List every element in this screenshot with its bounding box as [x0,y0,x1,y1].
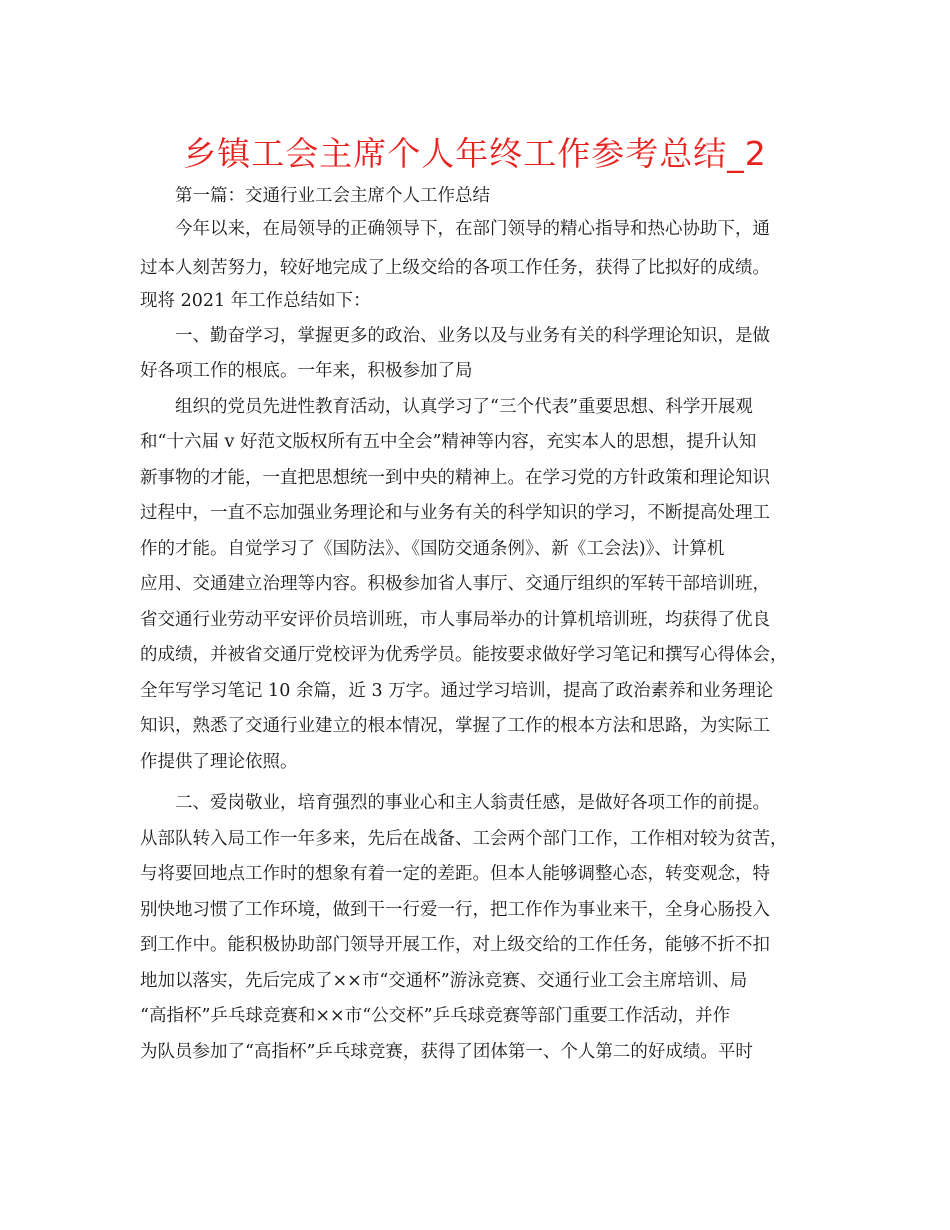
text-line: 与将要回地点工作时的想象有着一定的差距。但本人能够调整心态，转变观念，特 [140,864,770,884]
text-line: 过本人刻苦努力，较好地完成了上级交给的各项工作任务，获得了比拟好的成绩。 [140,258,770,278]
text-line: 作的才能。自觉学习了《国防法》、《国防交通条例》、新《工会法)》、计算机 [140,539,725,559]
text-line: 全年写学习笔记 10 余篇，近 3 万字。通过学习培训，提高了政治素养和业务理论 [140,681,774,701]
text-line: 今年以来，在局领导的正确领导下，在部门领导的精心指导和热心协助下，通 [175,219,770,239]
text-line: 二、爱岗敬业，培育强烈的事业心和主人翁责任感，是做好各项工作的前提。 [175,793,770,813]
text-line: 地加以落实，先后完成了××市“交通杯”游泳竞赛、交通行业工会主席培训、局 [140,971,748,991]
text-line: 第一篇：交通行业工会主席个人工作总结 [175,186,490,206]
text-line: 知识，熟悉了交通行业建立的根本情况，掌握了工作的根本方法和思路，为实际工 [140,716,770,736]
text-line: 从部队转入局工作一年多来，先后在战备、工会两个部门工作，工作相对较为贫苦， [140,829,788,849]
text-line: 省交通行业劳动平安评价员培训班，市人事局举办的计算机培训班，均获得了优良 [140,610,770,630]
text-line: 现将 2021 年工作总结如下： [140,291,371,311]
text-line: 的成绩，并被省交通厅党校评为优秀学员。能按要求做好学习笔记和撰写心得体会， [140,645,788,665]
text-line: 好各项工作的根底。一年来，积极参加了局 [140,361,473,381]
document-title: 乡镇工会主席个人年终工作参考总结_2 [183,134,767,173]
text-line: 过程中，一直不忘加强业务理论和与业务有关的科学知识的学习，不断提高处理工 [140,503,770,523]
text-line: 到工作中。能积极协助部门领导开展工作，对上级交给的工作任务，能够不折不扣 [140,935,770,955]
text-line: “高指杯”乒乓球竞赛和××市“公交杯”乒乓球竞赛等部门重要工作活动，并作 [140,1006,731,1026]
text-line: 和“十六届 v 好范文版权所有五中全会”精神等内容，充实本人的思想，提升认知 [140,432,757,452]
text-line: 组织的党员先进性教育活动，认真学习了“三个代表”重要思想、科学开展观 [175,397,753,417]
text-line: 为队员参加了“高指杯”乒乓球竞赛，获得了团体第一、个人第二的好成绩。平时 [140,1042,753,1062]
text-line: 新事物的才能，一直把思想统一到中央的精神上。在学习党的方针政策和理论知识 [140,468,770,488]
text-line: 应用、交通建立治理等内容。积极参加省人事厅、交通厅组织的军转干部培训班， [140,574,770,594]
text-line: 作提供了理论依照。 [140,752,298,772]
text-line: 别快地习惯了工作环境，做到干一行爱一行，把工作作为事业来干，全身心肠投入 [140,900,770,920]
text-line: 一、勤奋学习，掌握更多的政治、业务以及与业务有关的科学理论知识，是做 [175,326,770,346]
